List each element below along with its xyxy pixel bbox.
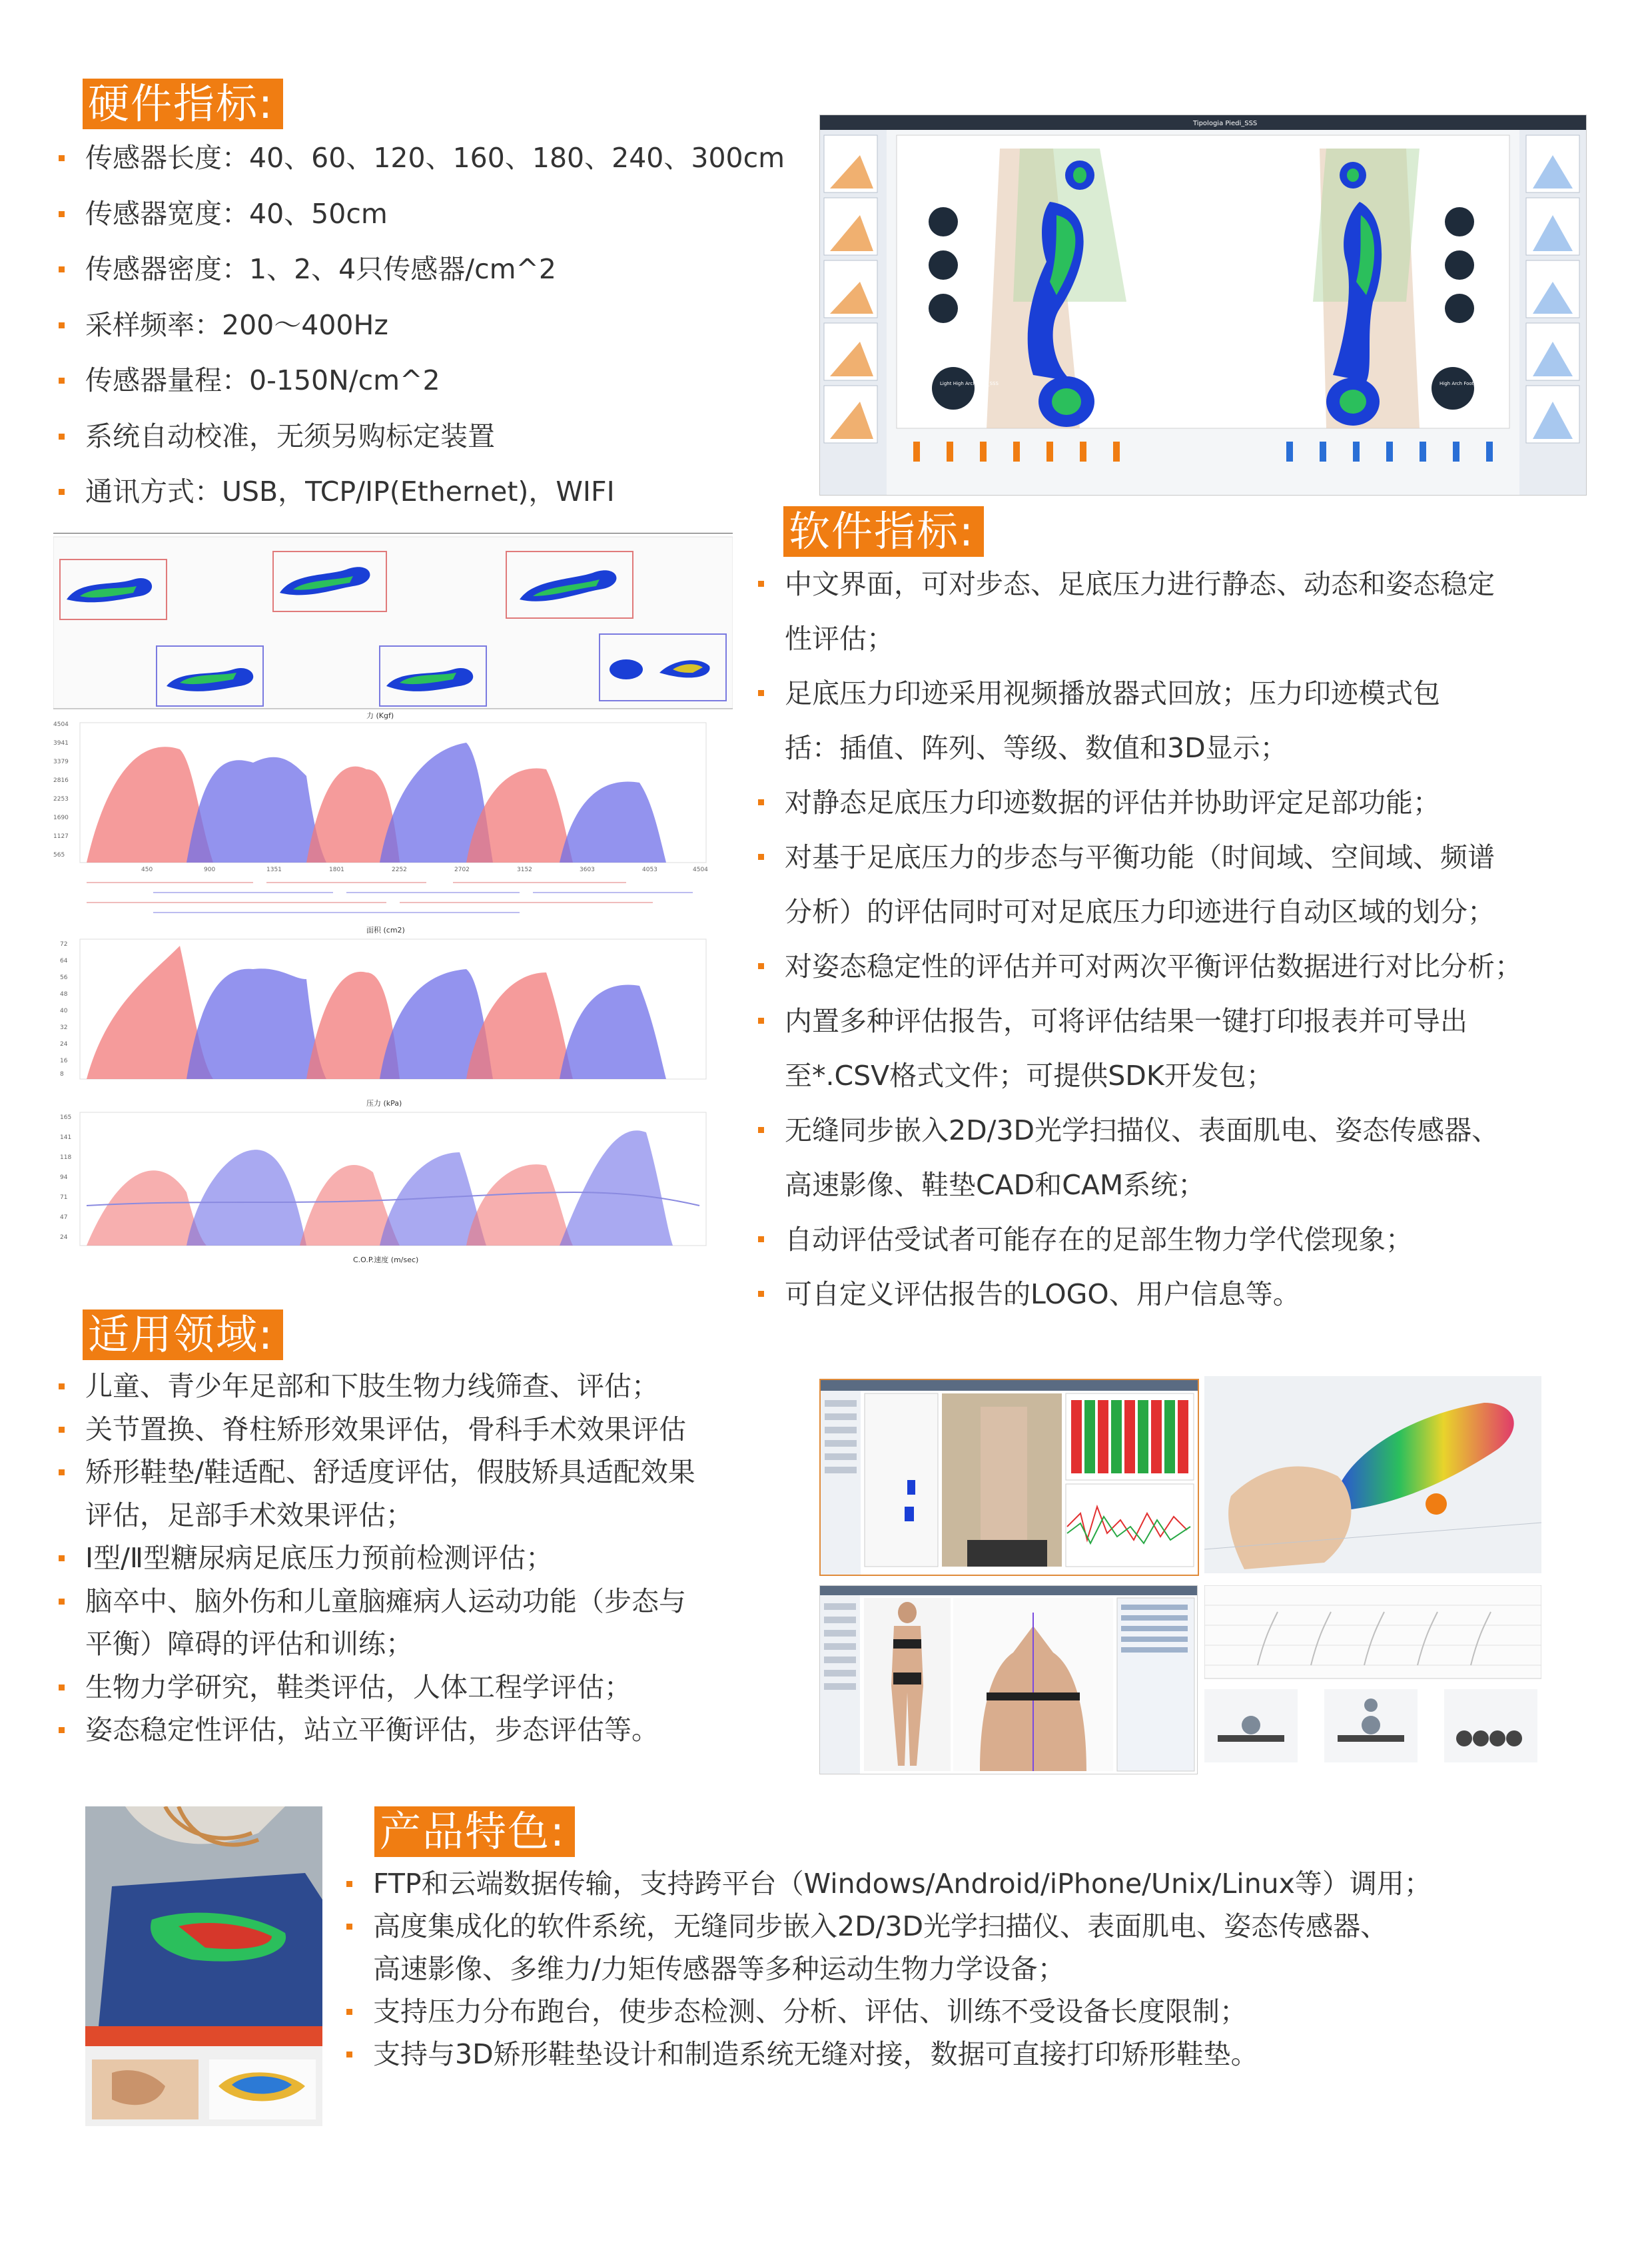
y-tick: 165 — [60, 1114, 72, 1121]
y-tick: 2816 — [53, 777, 69, 784]
list-item: 可自定义评估报告的LOGO、用户信息等。 — [753, 1267, 1522, 1321]
features-list — [341, 1862, 1432, 2075]
y-tick: 565 — [53, 852, 65, 859]
list-item: 对静态足底压力印迹数据的评估并协助评定足部功能； — [753, 775, 1522, 830]
list-item: 关节置换、脊柱矫形效果评估，骨科手术效果评估 — [53, 1408, 695, 1451]
x-tick: 4053 — [642, 867, 657, 873]
insole-scanner-photo — [85, 1806, 322, 2126]
y-tick: 40 — [60, 1008, 68, 1014]
list-item: 系统自动校准，无须另购标定装置 — [53, 409, 785, 465]
window-title: Tipologia Piedi_SSS — [1193, 120, 1258, 127]
list-item: 传感器长度：40、60、120、160、180、240、300cm — [53, 131, 785, 187]
list-item: 姿态稳定性评估，站立平衡评估，步态评估等。 — [53, 1708, 695, 1752]
posture-analysis-photo — [819, 1585, 1198, 1774]
applications-section-title: 适用领域: — [83, 1309, 283, 1360]
y-tick: 1127 — [53, 833, 69, 840]
arch-left-label: Light High Arch Foot_SSS — [940, 381, 999, 386]
list-item: 脑卒中、脑外伤和儿童脑瘫病人运动功能（步态与 平衡）障碍的评估和训练； — [53, 1580, 695, 1666]
y-tick: 94 — [60, 1174, 68, 1181]
chart-title-pressure: 压力 (kPa) — [366, 1099, 402, 1108]
list-item: 采样频率：200～400Hz — [53, 298, 785, 354]
x-tick: 3152 — [517, 867, 532, 873]
list-item: 足底压力印迹采用视频播放器式回放；压力印迹模式包 括：插值、阵列、等级、数值和3D显示； — [753, 666, 1522, 775]
list-item: 生物力学研究，鞋类评估，人体工程学评估； — [53, 1666, 695, 1709]
y-tick: 118 — [60, 1154, 72, 1161]
applications-list — [53, 1365, 695, 1752]
software-section-title: 软件指标: — [783, 506, 984, 557]
chart-title-area: 面积 (cm2) — [366, 926, 405, 934]
y-tick: 1690 — [53, 815, 69, 821]
x-tick: 2252 — [392, 867, 407, 873]
3d-pressure-photo — [1204, 1376, 1541, 1573]
y-tick: 2253 — [53, 796, 69, 803]
balance-evaluation-photo — [1204, 1585, 1541, 1773]
y-tick: 24 — [60, 1234, 68, 1241]
x-tick: 2702 — [454, 867, 470, 873]
list-item: 支持与3D矫形鞋垫设计和制造系统无缝对接，数据可直接打印矫形鞋垫。 — [341, 2033, 1432, 2075]
gait-analysis-figure — [53, 533, 733, 1279]
x-tick: 450 — [141, 867, 153, 873]
treadmill-software-photo — [819, 1379, 1199, 1576]
hardware-spec-list — [53, 131, 785, 520]
list-item: 儿童、青少年足部和下肢生物力线筛查、评估； — [53, 1365, 695, 1408]
y-tick: 72 — [60, 941, 68, 948]
list-item: 矫形鞋垫/鞋适配、舒适度评估，假肢矫具适配效果 评估，足部手术效果评估； — [53, 1451, 695, 1537]
list-item: 支持压力分布跑台，使步态检测、分析、评估、训练不受设备长度限制； — [341, 1990, 1432, 2033]
software-spec-list — [753, 557, 1522, 1321]
list-item: 内置多种评估报告，可将评估结果一键打印报表并可导出 至*.CSV格式文件；可提供SDK开发包； — [753, 994, 1522, 1103]
list-item: 对基于足底压力的步态与平衡功能（时间域、空间域、频谱 分析）的评估同时可对足底压力印迹进行自动区域的划分； — [753, 830, 1522, 939]
list-item: 中文界面，可对步态、足底压力进行静态、动态和姿态稳定 性评估； — [753, 557, 1522, 666]
x-tick: 1801 — [329, 867, 344, 873]
y-tick: 16 — [60, 1058, 68, 1064]
list-item: 自动评估受试者可能存在的足部生物力学代偿现象； — [753, 1212, 1522, 1267]
chart-title-cop: C.O.P.速度 (m/sec) — [353, 1256, 419, 1264]
y-tick: 64 — [60, 958, 68, 964]
y-tick: 24 — [60, 1041, 68, 1048]
list-item: 通讯方式：USB，TCP/IP(Ethernet)，WIFI — [53, 464, 785, 520]
y-tick: 3379 — [53, 759, 69, 765]
x-tick: 4504 — [693, 867, 708, 873]
y-tick: 8 — [60, 1071, 64, 1078]
x-tick: 900 — [204, 867, 216, 873]
y-tick: 48 — [60, 991, 68, 998]
y-tick: 47 — [60, 1214, 68, 1221]
chart-title-force: 力 (Kgf) — [366, 711, 394, 720]
y-tick: 71 — [60, 1194, 68, 1201]
list-item: 传感器密度：1、2、4只传感器/cm^2 — [53, 242, 785, 298]
y-tick: 32 — [60, 1024, 68, 1031]
arch-right-label: High Arch Foot_SSS — [1440, 381, 1485, 386]
list-item: 无缝同步嵌入2D/3D光学扫描仪、表面肌电、姿态传感器、 高速影像、鞋垫CAD和CAM系统； — [753, 1103, 1522, 1212]
y-tick: 141 — [60, 1134, 72, 1141]
list-item: 传感器宽度：40、50cm — [53, 187, 785, 242]
features-section-title: 产品特色: — [374, 1806, 575, 1857]
x-tick: 1351 — [266, 867, 282, 873]
list-item: 传感器量程：0-150N/cm^2 — [53, 353, 785, 409]
y-tick: 56 — [60, 974, 68, 981]
list-item: Ⅰ型/Ⅱ型糖尿病足底压力预前检测评估； — [53, 1537, 695, 1580]
software-screenshot — [819, 115, 1587, 496]
y-tick: 4504 — [53, 721, 69, 728]
list-item: FTP和云端数据传输，支持跨平台（Windows/Android/iPhone/Unix/Linux等）调用； — [341, 1862, 1432, 1905]
x-tick: 3603 — [580, 867, 595, 873]
list-item: 对姿态稳定性的评估并可对两次平衡评估数据进行对比分析； — [753, 939, 1522, 994]
hardware-section-title: 硬件指标: — [83, 79, 283, 129]
y-tick: 3941 — [53, 740, 69, 747]
list-item: 高度集成化的软件系统，无缝同步嵌入2D/3D光学扫描仪、表面肌电、姿态传感器、 高速影像、多维力/力矩传感器等多种运动生物力学设备； — [341, 1905, 1432, 1990]
